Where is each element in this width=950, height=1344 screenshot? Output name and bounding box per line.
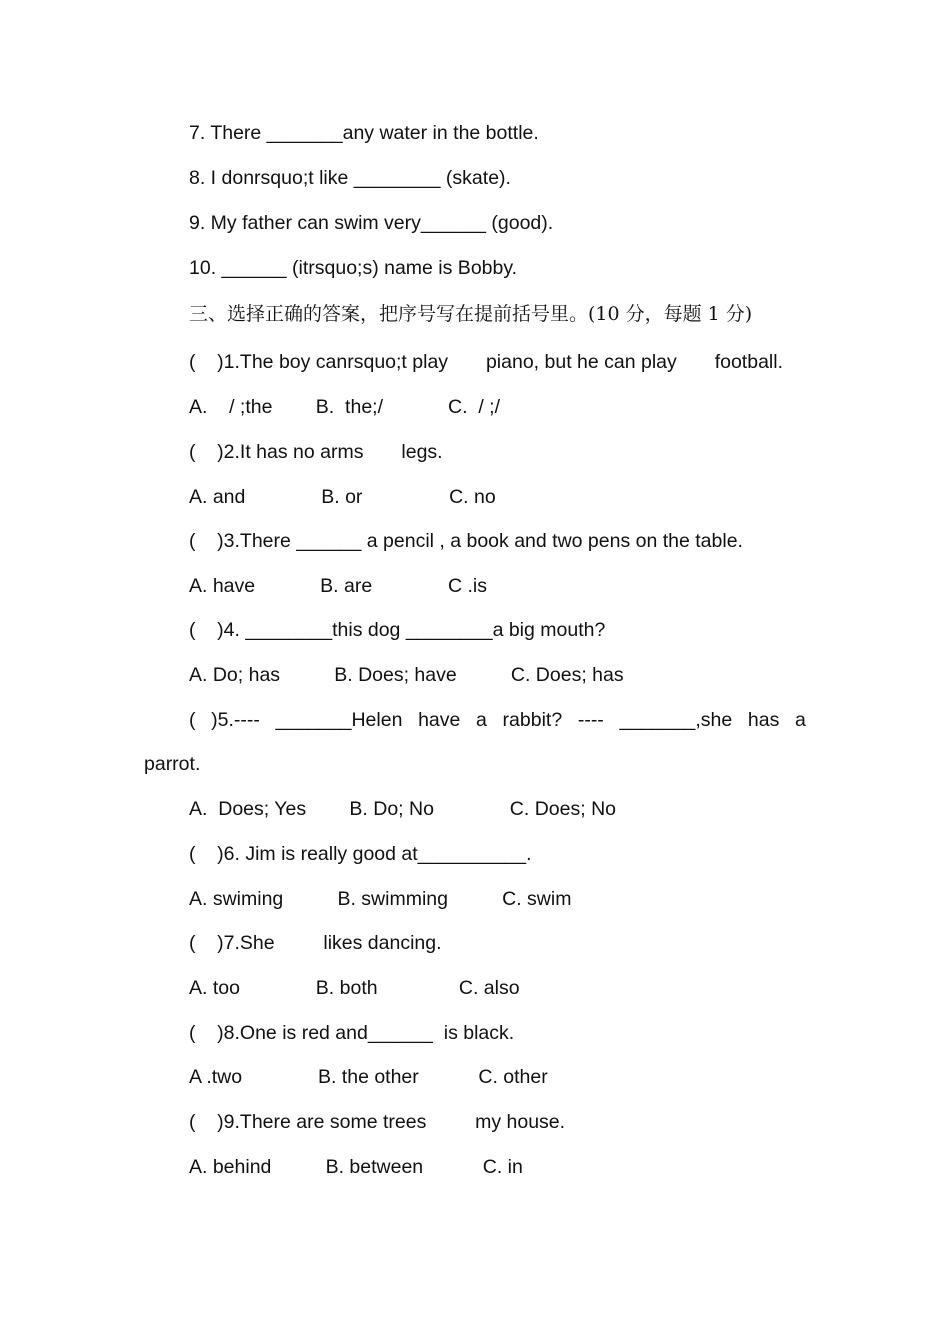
question-5-part: ----: [577, 709, 604, 731]
question-5-part: (: [189, 709, 196, 731]
question-8: ( )8.One is red and______ is black.: [189, 1022, 515, 1044]
fill-in-item-8: 8. I donrsquo;t like ________ (skate).: [189, 167, 511, 189]
question-1: ( )1.The boy canrsquo;t play piano, but he can play football.: [189, 351, 783, 373]
question-9-options: A. behind B. between C. in: [189, 1156, 523, 1178]
question-5-part: a: [795, 709, 806, 731]
fill-in-item-9: 9. My father can swim very______ (good).: [189, 212, 554, 234]
question-2-options: A. and B. or C. no: [189, 486, 496, 508]
question-5: [189, 707, 806, 733]
question-5-options: A. Does; Yes B. Do; No C. Does; No: [189, 798, 617, 820]
section-heading: 三、选择正确的答案，把序号写在提前括号里。(10 分，每题 1 分): [189, 303, 753, 325]
question-5-continuation: parrot.: [144, 753, 201, 775]
question-7-options: A. too B. both C. also: [189, 977, 520, 999]
question-3: ( )3.There ______ a pencil , a book and two pens on the table.: [189, 530, 743, 552]
question-5-part: have: [418, 709, 461, 731]
question-2: ( )2.It has no arms legs.: [189, 441, 443, 463]
question-5-part: )5.----: [211, 709, 260, 731]
question-5-part: _______,she: [619, 709, 733, 731]
question-6-options: A. swiming B. swimming C. swim: [189, 888, 572, 910]
question-4-options: A. Do; has B. Does; have C. Does; has: [189, 664, 624, 686]
fill-in-item-10: 10. ______ (itrsquo;s) name is Bobby.: [189, 257, 518, 279]
question-9: ( )9.There are some trees my house.: [189, 1111, 566, 1133]
question-5-part: _______Helen: [275, 709, 403, 731]
question-4: ( )4. ________this dog ________a big mouth?: [189, 619, 606, 641]
question-7: ( )7.She likes dancing.: [189, 932, 442, 954]
question-5-part: has: [747, 709, 780, 731]
question-5-part: a: [476, 709, 487, 731]
question-3-options: A. have B. are C .is: [189, 575, 488, 597]
question-5-part: rabbit?: [502, 709, 563, 731]
question-6: ( )6. Jim is really good at__________.: [189, 843, 532, 865]
question-8-options: A .two B. the other C. other: [189, 1066, 548, 1088]
question-1-options: A. / ;the B. the;/ C. / ;/: [189, 396, 501, 418]
fill-in-item-7: 7. There _______any water in the bottle.: [189, 122, 539, 144]
